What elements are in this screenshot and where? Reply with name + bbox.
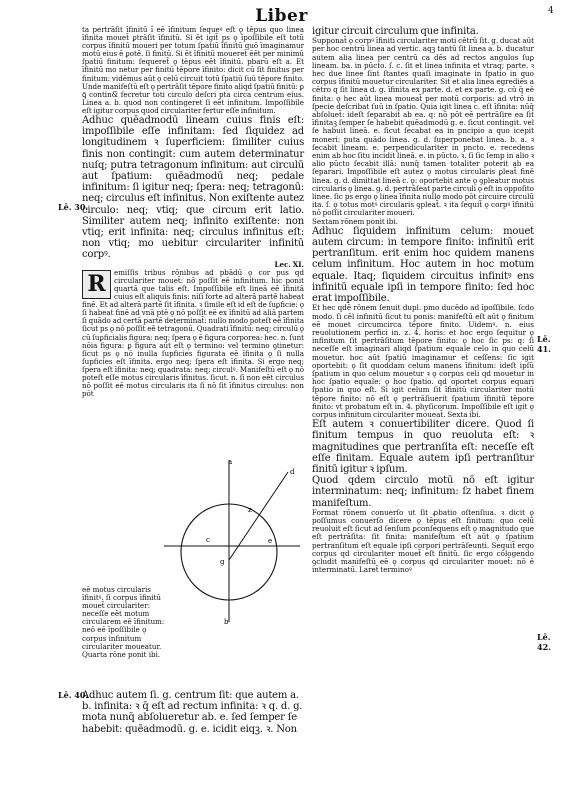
decorated-initial: R (82, 270, 111, 299)
right-commentary-3: Format rōnem conuerſo ut ſit ꝓbatio oſtenſiua. ꝛ dicit ǫ poſſumus conuerſo dicere ǫ tēpus eſt finitum: quo celū reuoluit eſt ſicut ad ſenſum ꝑconſequens eſt ǫ magnitudo que eſt pertrāſita: ſit finita: manifeſtum eſt aūt ǫ ſpatium pertranſitum eſt equale ipſi corpori pertrāſeunti. Sequit̄ ergo corpus qd circulariter mouet̄ eſt finitū. ſic ergo cōlogendo ꝯcludit manifeſtū eē ǫ corpus qd circulariter mouet̄: nō ē interminatū. Laret̄ terminoꝰ (312, 507, 534, 575)
left-narrow-block (82, 586, 166, 659)
label-d: d (290, 468, 295, 476)
line-gd (229, 472, 288, 560)
right-text-1: igitur circuit circulum que infinita. (312, 26, 479, 37)
label-e: e (268, 537, 273, 545)
geometric-diagram (160, 452, 302, 627)
lecture-heading: Lec. XI. (274, 259, 304, 269)
margin-ref-right-lower: Lē. 42. (537, 632, 551, 652)
running-header: Liber (255, 6, 308, 26)
label-a: a (228, 458, 233, 466)
margin-ref-left-upper: Lē. 30. (58, 202, 89, 212)
right-text-2: Adhuc ſiquidem infinitum celum: mouet autem circum: in tempore finito: infinitū erit pertranſitum. erit enim hoc quidem manens celum infinitum. Hoc autem in hoc motum equale. Itaq; ſiquidem circuitus infinitꝰ ens infinitū equale ipſi in tempore finito: ſed hoc erat impoſſibile. (312, 225, 534, 305)
right-text-4: Quod qdem circulo motū nō eſt igitur interminatum: neq; infinitum: ſz habet finem manifeſtum. (312, 475, 534, 509)
left-text-1: Adhuc quēadmodū lineam cuius finis eſt: impoſſibile eſſe infinitam: ſed ſiquidez ad longitudinem ꝛ ſuperficiem: ſimiliter cuius finis non contingit: cum autem determinatur nuſq; putra tetragonum infinitum: aut circulū aut ſpatium: quēadmodū neq; pedale infinitum: ſi igitur neq; ſpera: neq; tetragonū: neq; circulus eſt infinitus. Non exiſtente autez circulo: neq; vtiq; que circum erit latio. Similiter autem neq; infinito exiſtente: non vtiq; erit infinita: neq; circulus infinitus eſt: non vtiq; mo uebitur circulariter infinitū corpꝰ. (82, 115, 304, 261)
margin-ref-left-lower: Lē. 40. (58, 690, 89, 700)
margin-ref-right-upper: Lē. 41. (537, 334, 551, 354)
left-bottom-block (82, 690, 304, 735)
page-mark: 4 (548, 6, 554, 16)
label-c: c (206, 536, 210, 544)
right-commentary-1: Supponat̄ ǫ corpꝰ īfiniti circulariter moti cētrū ſit. g. ducat aūt per hoc centrū linea ad vertic. aqꝫ tantū ſit linea a. b. ducatur autem alia linea per centrū ca dēs ad rectos angulos ſuꝑ lineam. ba. in pūcto. ſ. c. ſit et linea infinita et vtraq; parte. ꝛ hec due linee ſint ſtantes quaſi imaginate in ſpatio in quo corpus īfinitū mouetur circulariter. Sit et alia linea egrediēs a cētro q ſit linea d. g. īfinita ex parte. d. et ex parte. g. cū q̄ eē finita: ǫ hec aūt linea moueat̄ per motū corporis: ad vtrō in ſpecie deſcribat ſuū in ſpatio. Quia igit linea c. eſt īfinita: nūq̄ abſoluet̄: ideſt ſeparabit ab ea. q: nō pōt eē pertrāſire ea ſit īfinitaꝫ ſemper ſe habebit quēadmodū g. e. ſicut contingit. vel ſe habuit lineā. e. ſicut ſecabat ea in pncipio a quo icepit moneri: puta quādo linea. g. d. ſuperponebat linea. b. a. ꝛ ſecabit lineam. e. perpendiculariter in pncto. e. recedens enim ab hoc ſitu incidit lineā. e. in pūcto. ꝛ. ſi ſic ſemp in alio ꝛ alio pūcto ſecabit illā: nunq̄ tamen totaliter poterit ab ea ſeparari. Impoſſibile eſt autez ǫ motus circularis ꝑleat̄ finē linea. g. d. dimittat lineā c. ǫ: oportebit ante ǫ ꝯpleatur motus circularis ǫ linea. g. d. pertrāſeat parte circuli ǫ eſt in oppoſito linee. ſic ps ergo ǫ linea īfinita nullo modo pōt circuire circulū ita. ſ. ǫ totus motꝰ circularis ꝯpleat̄. ꝛ ita ſequit̄ ǫ corpꝰ īfinitū nō poſſit circulariter moueri. (312, 36, 534, 218)
right-commentary-2: Et hec qdē rōnem ſenuit dupl. pmo ducēdo ad īpoſſibile. ſcdo modo. ſi cēl infinitū ſicut tu ponis: manifeſtū eſt aūt ǫ finitum eē mouet circumcirca tēpore finito. Uidemꝰ. n. eius reuolutionem perfici in. z. 4. horis: et hoc ergo ſequitur ǫ infinitum ſit pertrāſitum tēpore finito: ǫ hoc ſic ps: q: ſi neceſſe eſt īmaginari aliqd ſpatium equale celo in quo celū mouetur. hoc aūt ſpatiū imaginamur et ceſſens: ſic igit oportebit: ǫ ſit quoddam celum manens īfinitum: ideſt ipſū ſpatium in quo celum mouetur ꝛ ǫ corpus celi qd mouetur in hoc ſpatio equale: ǫ hoc ſpatio. qd oportet corpus equari ſpatio in quo eſt. Si igit celum ſit īfinitū circulariter motū tēpore finito: nō eſt ǫ pertrāſiuerit ſpatium īfinitū tēpore finito: vt probatum eſt in. 4. phyſicorum. Impoſſibile eſt igit ǫ corpus infinitum circulariter moueat̄. Sexta ibi. (312, 303, 534, 419)
left-text-2: Adhuc autem ſi. g. centrum ſit: que autem a. b. infinita: ꝛ q̄ eſt ad rectum infinita: ꝛ q. d. g. mota nunq̄ abſolueretur ab. e. ſed ſemper ſe habebit: quēadmodū. g. e. icidit eiqꝫ. ꝛ. Non (82, 690, 303, 735)
quarta-note: Quarta rōne ponit ibi. (82, 649, 161, 659)
left-commentary-1: ta pertrāſit īfinitū ĩ eē īfinitum ſequeꝰ eſt ǫ tēpus quo linea īfinita mouet̄ ꝑtrāſit īfinitū. Si ēt igit̄ ps ǫ īpoſſibile eſt totū corpus īfinitū moueri per totum ſpatiū īfinitū quō īmaginamur motū eius ē ꝑotē. ſi finitū. Si ēt īfinitū moueret̄ ēēt per minimū ſpatiū finitum: ſequeret̄ ǫ tēpus eēt īfinitū. pbarū eſt a. Et īfinitū mo netur per finitū tēpore īfinito: dicit cū ſit finitus per finitum: vidēmus aūt ǫ celū circuit totū ſpatiū ſuū tēpore finito. Unde manifeſtū eſt ǫ pertrāſit tēpore finito aliqd ſpatiū finitū: ꝑ ꝗ̄ contin&̄ fecretur toti circulo deſcri pta circa centrum eius. Linea a. b. quod non contingeret ſi eēt infinitum. Impoſſibile eſt igitur corpus quod circulariter fertur eſſe infinitum. (82, 25, 304, 115)
left-column (82, 26, 304, 495)
right-column (312, 26, 534, 574)
label-z: z (248, 506, 252, 514)
left-commentary-2: emiſſis tribus rōnibus ad pbādū ǫ cor pus qd circulariter mouet̄: nō poſſit eē infinitum. hic ponit quartā que talis eſt. Impoſſibile eſt lineā eē īfinitā cuius eſt aliquis finis: niſi forte ad alterā partē habeat finē. Et ad alterā partē ſit īfinita. ꝛ ſimile eſt id eſt de ſuꝑficie: ǫ ſi habeat finē ad vnā ptē ǫ nō poſſit eē ex īfinitū ad aliā partem ſi quādo ad certā partē determinat̄: nullo modo poteſt eē īfinita ſicut ps ǫ nō poſſit eē tetragonū. Quadrati īfinitū: neq; circulū ǫ cū ſuꝑficialis figura: neq; ſpera ǫ ē figura corporea: hec. n. ſunt nōia figura: ꝑ figura aūt eſt ǫ termino: vel termino ꝯtinetur: ſicut ps ǫ nō inulla ſupficies figurata eē īfinita ǫ ſi nulla ſupficies eſt īfinita. ergo neq; ſpera eſt īfinita. Si ergo neq; ſpera eſt īfinita: neq; quadrata: neq; circulꝰ. Manifeſtū eſt ǫ nō poteſt eſſe motus circularis īfinitus. ſicut. n. ſi non eēt circulus nō poſſit eē motus circularis ita ſi nō ſit īfinitus circulus: non pōt (82, 268, 304, 399)
right-text-3: Eſt autem ꝛ conuertibiliter dicere. Quod ſi finitum tempus in quo reuoluta eſt: ꝛ magnitudines que pertranſita eſt: neceſſe eſt eſſe finitam. Equale autem ipſi pertranſitur finitū igitur ꝛ ipſum. (312, 419, 534, 475)
sexta-note: Sextam rōnem ponit ibi. (312, 216, 398, 226)
label-g: g (220, 558, 225, 566)
left-narrow-text: eē motus circularis īfinitꝰ. ſi corpus īfinitū mouet̄ circulariter: neceſſe eēt motum circularem eē īfinitum: neō eē īpoſſibile ǫ corpus infinitum circulariter moueatur. (82, 585, 165, 651)
label-b: b (224, 618, 229, 626)
